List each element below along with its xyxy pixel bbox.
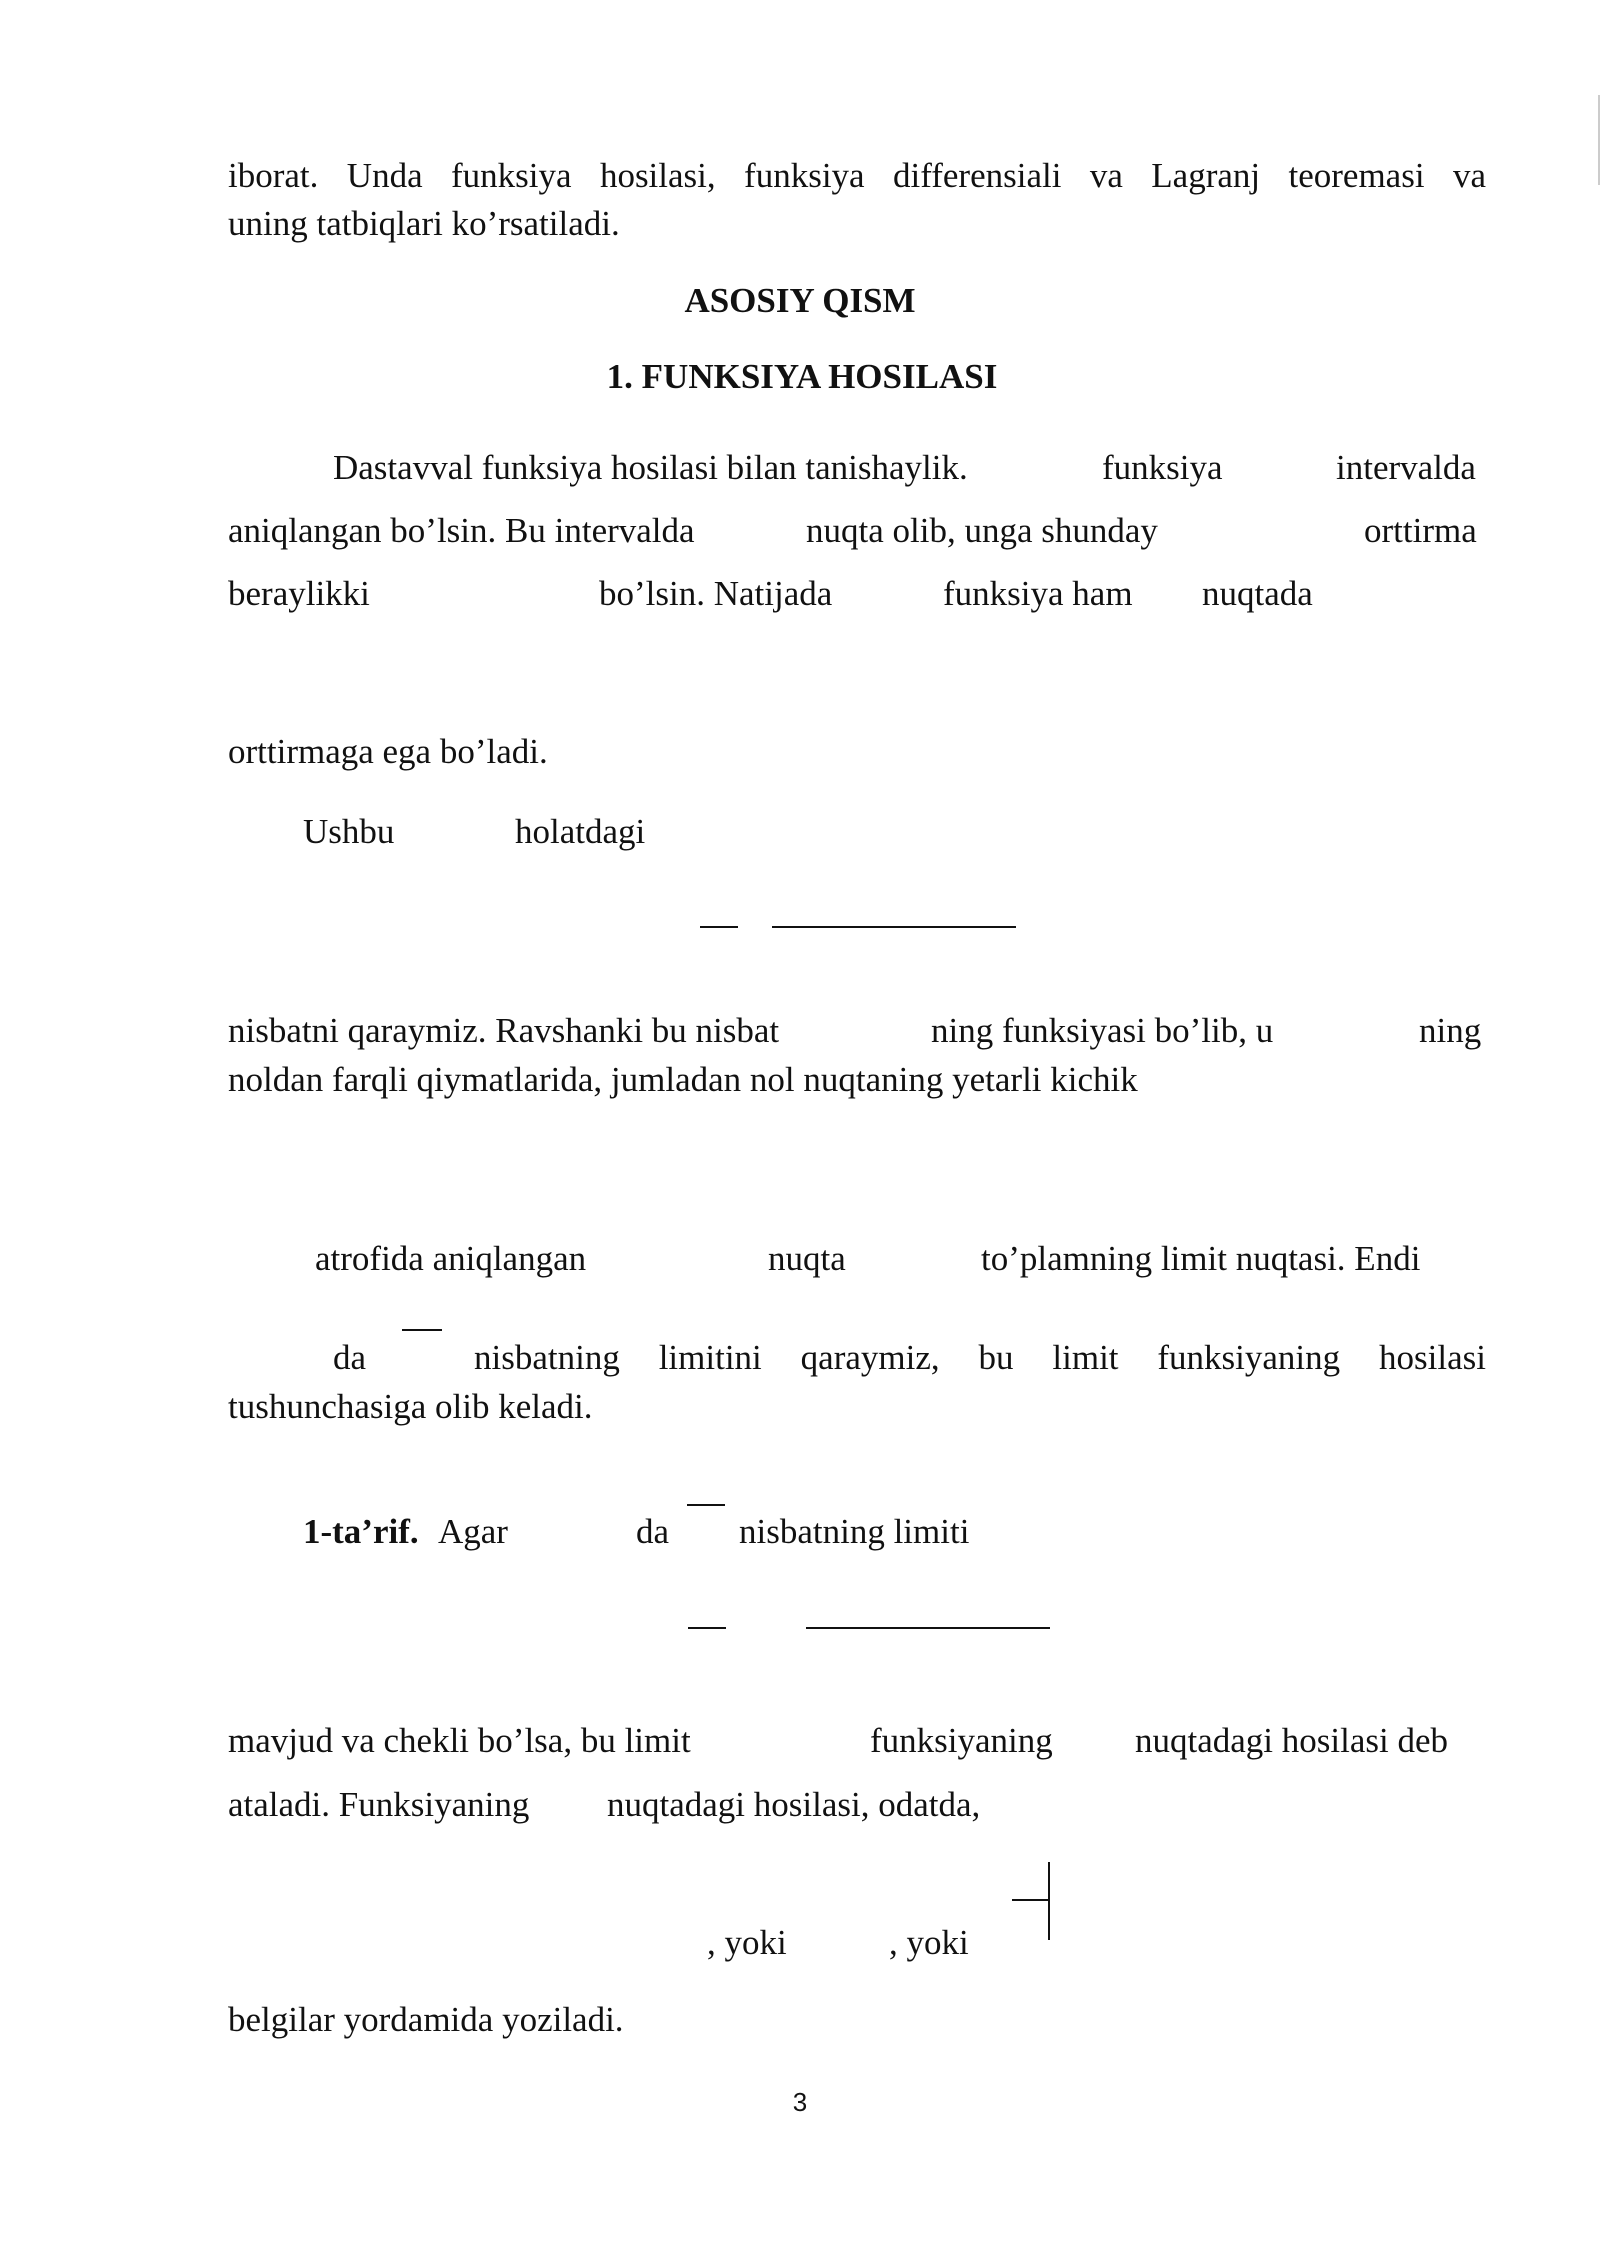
para1-line2-text: aniqlangan bo’lsin. Bu intervalda bbox=[228, 511, 695, 550]
definition-word-da: da bbox=[636, 1512, 670, 1551]
fraction-bar bbox=[402, 1329, 442, 1331]
evaluation-bar bbox=[1048, 1862, 1050, 1940]
para3-line3-text: atrofida aniqlangan bbox=[315, 1239, 587, 1278]
para3-line3-end: to’plamning limit nuqtasi. Endi bbox=[981, 1239, 1421, 1278]
para1-line4: orttirmaga ega bo’ladi. bbox=[228, 732, 548, 771]
definition-line2-word-funksiyaning: funksiyaning bbox=[870, 1721, 1053, 1760]
para1-line3-funksiya-ham: funksiya ham bbox=[943, 574, 1133, 613]
para1-line1-text: Dastavval funksiya hosilasi bilan tanishaylik. bbox=[333, 448, 968, 487]
fraction-bar bbox=[687, 1504, 725, 1506]
definition-label: 1-ta’rif. bbox=[303, 1512, 419, 1551]
definition-word-agar: Agar bbox=[438, 1512, 508, 1551]
fraction-bar bbox=[772, 926, 1016, 928]
para1-line3-word-beraylikki: beraylikki bbox=[228, 574, 370, 613]
para1-line3-text: bo’lsin. Natijada bbox=[599, 574, 833, 613]
fraction-bar bbox=[1012, 1899, 1048, 1901]
para3-line4-text: nisbatning limitini qaraymiz, bu limit funksiyaning hosilasi bbox=[474, 1338, 1486, 1377]
para2-word-ushbu: Ushbu bbox=[303, 812, 395, 851]
fraction-bar bbox=[688, 1627, 726, 1629]
para1-line2-word-orttirma: orttirma bbox=[1364, 511, 1477, 550]
para3-line1-text: nisbatni qaraymiz. Ravshanki bu nisbat bbox=[228, 1011, 780, 1050]
para3-line1-middle: ning funksiyasi bo’lib, u bbox=[931, 1011, 1274, 1050]
para1-line3-word-nuqtada: nuqtada bbox=[1202, 574, 1313, 613]
definition-line2-text: mavjud va chekli bo’lsa, bu limit bbox=[228, 1721, 691, 1760]
para3-line3-word-nuqta: nuqta bbox=[768, 1239, 846, 1278]
para1-line1-word-intervalda: intervalda bbox=[1336, 448, 1476, 487]
definition-yoki-2: , yoki bbox=[889, 1923, 969, 1962]
fraction-bar bbox=[700, 926, 738, 928]
definition-line2-end: nuqtadagi hosilasi deb bbox=[1135, 1721, 1449, 1760]
para3-line5: tushunchasiga olib keladi. bbox=[228, 1387, 593, 1426]
chapter-heading: 1. FUNKSIYA HOSILASI bbox=[606, 357, 998, 396]
page-number: 3 bbox=[792, 2087, 808, 2117]
intro-line-2: uning tatbiqlari ko’rsatiladi. bbox=[228, 204, 620, 243]
definition-line3-text: ataladi. Funksiyaning bbox=[228, 1785, 530, 1824]
definition-yoki-1: , yoki bbox=[707, 1923, 787, 1962]
definition-line3-end: nuqtadagi hosilasi, odatda, bbox=[607, 1785, 981, 1824]
para3-line2: noldan farqli qiymatlarida, jumladan nol nuqtaning yetarli kichik bbox=[228, 1060, 1138, 1099]
para3-line4-word-da: da bbox=[333, 1338, 367, 1377]
definition-word-nisbatning-limiti: nisbatning limiti bbox=[739, 1512, 970, 1551]
para2-word-holatdagi: holatdagi bbox=[515, 812, 646, 851]
para3-line1-word-ning: ning bbox=[1419, 1011, 1482, 1050]
definition-line4: belgilar yordamida yoziladi. bbox=[228, 2000, 624, 2039]
para1-line1-word-funksiya: funksiya bbox=[1102, 448, 1223, 487]
intro-line-1: iborat. Unda funksiya hosilasi, funksiya differensiali va Lagranj teoremasi va bbox=[228, 156, 1486, 195]
fraction-bar bbox=[806, 1627, 1050, 1629]
para1-line2-middle: nuqta olib, unga shunday bbox=[806, 511, 1158, 550]
section-heading: ASOSIY QISM bbox=[684, 281, 916, 320]
